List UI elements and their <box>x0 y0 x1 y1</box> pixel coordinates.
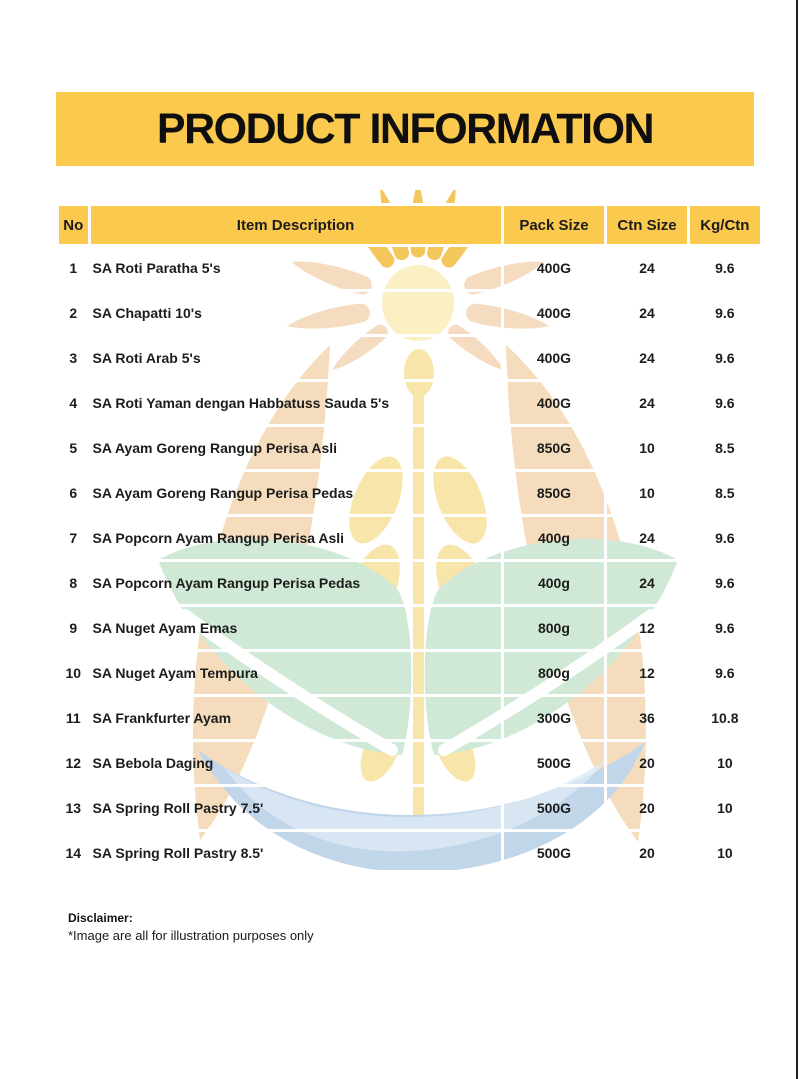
item-description-cell: SA Spring Roll Pastry 8.5' <box>89 831 502 876</box>
table-row <box>58 471 762 516</box>
pack-size-cell: 400G <box>502 291 606 336</box>
pack-size-cell: 800g <box>502 606 606 651</box>
ctn-size-cell: 10 <box>606 471 688 516</box>
disclaimer-block <box>68 911 314 943</box>
table-row <box>58 606 762 651</box>
row-number-cell: 10 <box>58 651 90 696</box>
header-pack-size: Pack Size <box>502 205 606 246</box>
kg-ctn-cell: 10.8 <box>688 696 761 741</box>
kg-ctn-cell: 9.6 <box>688 606 761 651</box>
ctn-size-cell: 12 <box>606 651 688 696</box>
row-number-cell: 8 <box>58 561 90 606</box>
ctn-size-cell: 24 <box>606 516 688 561</box>
item-description-cell: SA Frankfurter Ayam <box>89 696 502 741</box>
pack-size-cell: 500G <box>502 786 606 831</box>
ctn-size-cell: 20 <box>606 741 688 786</box>
item-description-cell: SA Nuget Ayam Tempura <box>89 651 502 696</box>
kg-ctn-cell: 8.5 <box>688 426 761 471</box>
kg-ctn-cell: 10 <box>688 741 761 786</box>
item-description-cell: SA Roti Paratha 5's <box>89 246 502 291</box>
ctn-size-cell: 20 <box>606 831 688 876</box>
item-description-cell: SA Nuget Ayam Emas <box>89 606 502 651</box>
row-number-cell: 5 <box>58 426 90 471</box>
page-title: PRODUCT INFORMATION <box>156 104 654 153</box>
disclaimer-label: Disclaimer: <box>68 911 133 925</box>
table-body <box>58 246 762 876</box>
ctn-size-cell: 24 <box>606 291 688 336</box>
item-description-cell: SA Popcorn Ayam Rangup Perisa Asli <box>89 516 502 561</box>
ctn-size-cell: 24 <box>606 561 688 606</box>
pack-size-cell: 400g <box>502 516 606 561</box>
ctn-size-cell: 24 <box>606 336 688 381</box>
pack-size-cell: 850G <box>502 426 606 471</box>
table-row <box>58 516 762 561</box>
item-description-cell: SA Spring Roll Pastry 7.5' <box>89 786 502 831</box>
kg-ctn-cell: 9.6 <box>688 336 761 381</box>
kg-ctn-cell: 9.6 <box>688 246 761 291</box>
row-number-cell: 13 <box>58 786 90 831</box>
row-number-cell: 2 <box>58 291 90 336</box>
ctn-size-cell: 24 <box>606 246 688 291</box>
row-number-cell: 7 <box>58 516 90 561</box>
row-number-cell: 11 <box>58 696 90 741</box>
item-description-cell: SA Roti Yaman dengan Habbatuss Sauda 5's <box>89 381 502 426</box>
title-banner <box>56 92 754 166</box>
kg-ctn-cell: 9.6 <box>688 381 761 426</box>
table-row <box>58 291 762 336</box>
table-row <box>58 426 762 471</box>
row-number-cell: 3 <box>58 336 90 381</box>
item-description-cell: SA Ayam Goreng Rangup Perisa Pedas <box>89 471 502 516</box>
pack-size-cell: 500G <box>502 831 606 876</box>
table-row <box>58 786 762 831</box>
row-number-cell: 9 <box>58 606 90 651</box>
pack-size-cell: 400G <box>502 381 606 426</box>
table-row <box>58 831 762 876</box>
table-row <box>58 336 762 381</box>
item-description-cell: SA Chapatti 10's <box>89 291 502 336</box>
kg-ctn-cell: 10 <box>688 786 761 831</box>
ctn-size-cell: 24 <box>606 381 688 426</box>
item-description-cell: SA Roti Arab 5's <box>89 336 502 381</box>
header-ctn-size: Ctn Size <box>606 205 688 246</box>
row-number-cell: 4 <box>58 381 90 426</box>
product-table <box>56 203 763 877</box>
disclaimer-text: *Image are all for illustration purposes only <box>68 928 314 943</box>
kg-ctn-cell: 9.6 <box>688 516 761 561</box>
item-description-cell: SA Bebola Daging <box>89 741 502 786</box>
ctn-size-cell: 36 <box>606 696 688 741</box>
page-edge-line <box>796 0 798 1079</box>
ctn-size-cell: 12 <box>606 606 688 651</box>
item-description-cell: SA Popcorn Ayam Rangup Perisa Pedas <box>89 561 502 606</box>
pack-size-cell: 500G <box>502 741 606 786</box>
kg-ctn-cell: 9.6 <box>688 651 761 696</box>
ctn-size-cell: 10 <box>606 426 688 471</box>
pack-size-cell: 850G <box>502 471 606 516</box>
table-header-row <box>58 205 762 246</box>
table-row <box>58 561 762 606</box>
header-no: No <box>58 205 90 246</box>
pack-size-cell: 400G <box>502 246 606 291</box>
row-number-cell: 1 <box>58 246 90 291</box>
table-row <box>58 651 762 696</box>
ctn-size-cell: 20 <box>606 786 688 831</box>
table-row <box>58 381 762 426</box>
row-number-cell: 12 <box>58 741 90 786</box>
pack-size-cell: 800g <box>502 651 606 696</box>
header-item-description: Item Description <box>89 205 502 246</box>
pack-size-cell: 400G <box>502 336 606 381</box>
item-description-cell: SA Ayam Goreng Rangup Perisa Asli <box>89 426 502 471</box>
row-number-cell: 6 <box>58 471 90 516</box>
kg-ctn-cell: 9.6 <box>688 291 761 336</box>
kg-ctn-cell: 10 <box>688 831 761 876</box>
pack-size-cell: 400g <box>502 561 606 606</box>
table-row <box>58 696 762 741</box>
kg-ctn-cell: 9.6 <box>688 561 761 606</box>
pack-size-cell: 300G <box>502 696 606 741</box>
row-number-cell: 14 <box>58 831 90 876</box>
table-row <box>58 246 762 291</box>
table-row <box>58 741 762 786</box>
header-kg-ctn: Kg/Ctn <box>688 205 761 246</box>
kg-ctn-cell: 8.5 <box>688 471 761 516</box>
